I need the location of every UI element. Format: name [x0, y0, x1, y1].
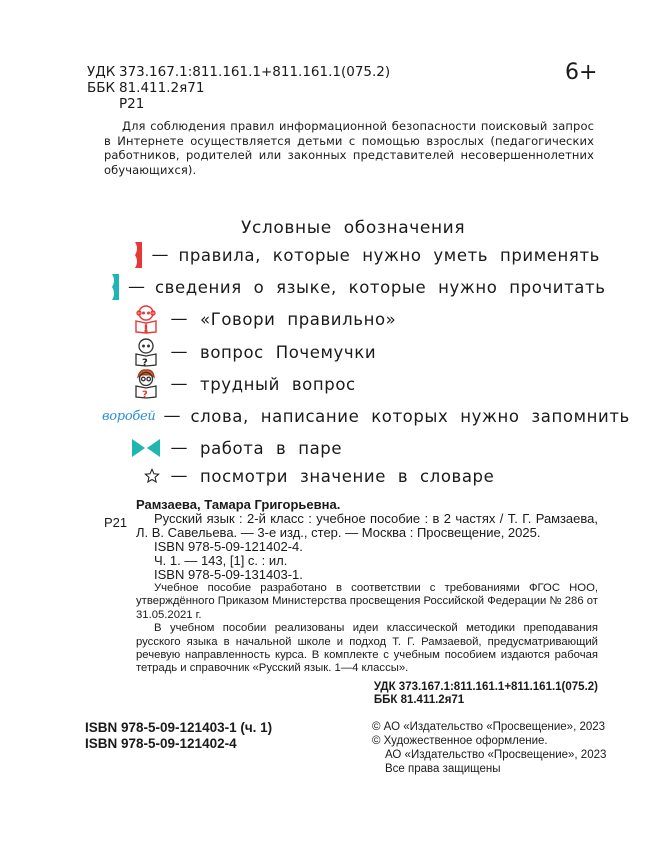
bbk-label: ББК	[87, 80, 116, 96]
legend-item-pochemuchka-question	[110, 337, 600, 367]
legend-text: «Говори правильно»	[200, 309, 397, 329]
handwritten-word: воробей	[102, 408, 156, 424]
catalog-bbk: ББК 81.411.2я71	[373, 694, 465, 706]
svg-text:?: ?	[142, 389, 148, 399]
udk-value: 373.167.1:811.161.1+811.161.1(075.2)	[119, 64, 391, 80]
legend-text: слова, написание которых нужно запомнить	[190, 406, 630, 426]
legend-dash: —	[170, 374, 188, 394]
footer-isbn-set: ISBN 978-5-09-121402-4	[85, 735, 237, 751]
legend-item-words-to-remember	[102, 401, 630, 431]
catalog-card	[136, 498, 598, 676]
star-icon	[110, 461, 160, 491]
legend-dash: —	[163, 406, 181, 426]
catalog-annotation-standards: Учебное пособие разработано в соответствии с требованиями ФГОС НОО, утверждённого Приказом Министерства просвещения Российской Федерации № 286 от 31.05.2021 г.	[136, 582, 598, 621]
copyright-publisher: © АО «Издательство «Просвещение», 2023	[372, 721, 606, 733]
legend-text: вопрос Почемучки	[200, 342, 377, 362]
catalog-udk: УДК 373.167.1:811.161.1+811.161.1(075.2)	[373, 681, 598, 693]
copyright-artwork-publisher: АО «Издательство «Просвещение», 2023	[385, 749, 607, 761]
legend-text: трудный вопрос	[200, 374, 356, 394]
copyright-block	[372, 720, 606, 776]
catalog-author: Рамзаева, Тамара Григорьевна.	[136, 497, 341, 512]
legend-item-hard-question	[110, 369, 600, 399]
legend-text: работа в паре	[200, 438, 343, 458]
legend-dash: —	[128, 277, 145, 297]
legend-item-pair-work	[110, 433, 600, 463]
catalog-code: Р21	[104, 515, 128, 530]
girl-reading-icon	[110, 304, 160, 334]
copyright-artwork: © Художественное оформление.	[372, 735, 548, 747]
footer-isbn-block	[85, 720, 272, 751]
catalog-part-info: Ч. 1. — 143, [1] с. : ил.	[154, 553, 288, 568]
legend-item-language-info	[110, 272, 606, 302]
age-rating: 6+	[565, 60, 598, 85]
legend-dash: —	[170, 466, 188, 486]
legend-dash: —	[151, 245, 169, 265]
legend-text: посмотри значение в словаре	[200, 466, 495, 486]
catalog-annotation-method: В учебном пособии реализованы идеи классической методики преподавания русского языка в начальной школе и подход Т. Г. Рамзаевой, предусматривающий речевую направленность курса. В комплекте с учебным пособием издаются рабочая тетрадь и справочник «Русский язык. 1—4 классы».	[136, 622, 598, 675]
teal-bookmark-icon	[110, 272, 120, 302]
red-bookmark-icon	[110, 240, 143, 270]
bowtie-pair-icon	[110, 433, 160, 463]
legend-item-rules	[110, 240, 600, 270]
catalog-isbn-full: ISBN 978-5-09-121402-4.	[154, 539, 303, 554]
legend-text: правила, которые нужно уметь применять	[178, 245, 600, 265]
handwritten-word-icon	[102, 401, 155, 431]
classification-header	[87, 64, 390, 112]
safety-notice	[104, 119, 594, 177]
safety-notice-text: Для соблюдения правил информационной безопасности поисковый запрос в Интернете осуществляется детьми с помощью взрослых (педагогических работников, родителей или законных представителей несовершеннолетних обучающихся).	[104, 119, 594, 177]
redhead-boy-question-icon	[110, 369, 160, 399]
catalog-description: Русский язык : 2-й класс : учебное пособие : в 2 частях / Т. Г. Рамзаева, Л. В. Савельева. — 3-е изд., стер. — Москва : Просвещение, 2025.	[136, 511, 598, 540]
catalog-isbn-part: ISBN 978-5-09-131403-1.	[154, 567, 303, 582]
udk-label: УДК	[87, 64, 116, 80]
catalog-classification	[374, 681, 598, 707]
rights-reserved: Все права защищены	[385, 763, 501, 775]
bbk-value: 81.411.2я71	[119, 80, 205, 96]
legend-item-speak-correctly	[110, 304, 600, 334]
svg-text:?: ?	[142, 357, 148, 367]
legend-dash: —	[170, 309, 188, 329]
legend-dash: —	[170, 342, 188, 362]
footer-isbn-part: ISBN 978-5-09-121403-1 (ч. 1)	[85, 720, 273, 735]
author-code: Р21	[119, 96, 145, 112]
legend-title: Условные обозначения	[241, 218, 466, 238]
legend-text: сведения о языке, которые нужно прочитать	[155, 277, 606, 297]
legend-dash: —	[170, 438, 188, 458]
legend-item-dictionary	[110, 461, 600, 491]
boy-question-icon	[110, 337, 160, 367]
